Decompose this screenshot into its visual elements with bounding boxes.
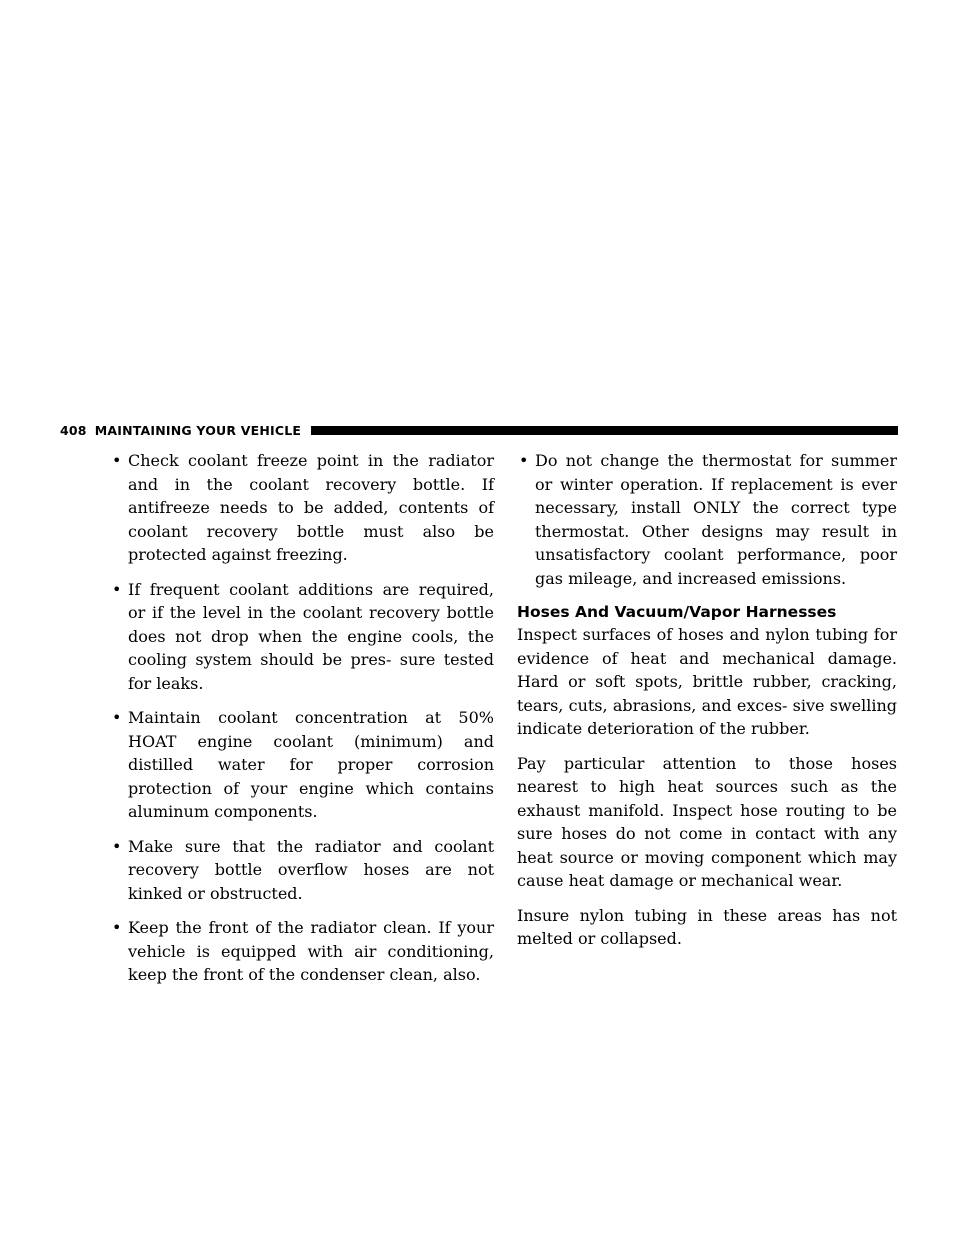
bullet-text: Keep the front of the radiator clean. If your vehicle is equipped with air conditioning, keep the front of the condenser clean, also. — [128, 918, 494, 984]
bullet-text: If frequent coolant additions are required, or if the level in the coolant recovery bottle does not drop when the engine cools, the cooling system should be pres- sure tested for leaks. — [128, 579, 494, 693]
section-title: MAINTAINING YOUR VEHICLE — [94, 422, 302, 438]
bullet-item — [110, 706, 494, 824]
bullet-text: Maintain coolant concentration at 50% HOAT engine coolant (minimum) and distilled water for proper corrosion protection of your engine which contains aluminum components. — [128, 708, 494, 821]
right-column — [517, 449, 897, 962]
bullet-text: Check coolant freeze point in the radiator and in the coolant recovery bottle. If antifreeze needs to be added, contents of coolant recovery bottle must also be protected against freezing. — [128, 451, 494, 564]
bullet-item — [517, 449, 897, 590]
bullet-item — [110, 835, 494, 906]
bullet-text: Make sure that the radiator and coolant recovery bottle overflow hoses are not kinked or obstructed. — [128, 836, 494, 903]
page-header — [60, 420, 898, 440]
section-heading: Hoses And Vacuum/Vapor Harnesses — [517, 603, 837, 621]
paragraph: Insure nylon tubing in these areas has not melted or collapsed. — [517, 905, 897, 948]
bullet-icon: • — [112, 708, 122, 727]
bullet-icon: • — [112, 451, 122, 470]
header-rule — [311, 426, 898, 435]
bullet-item — [110, 578, 494, 696]
bullet-icon: • — [519, 451, 529, 470]
bullet-text: Do not change the thermostat for summer or winter operation. If replacement is ever necessary, install ONLY the correct type thermostat. Other designs may result in unsatisfactory coolant performance, poor gas mileage, and increased emissions. — [535, 451, 897, 588]
paragraph: Pay particular attention to those hoses nearest to high heat sources such as the exhaust manifold. Inspect hose routing to be sure hoses do not come in contact with any heat source or moving component which may cause heat damage or mechanical wear. — [517, 753, 897, 890]
bullet-icon: • — [112, 918, 122, 937]
left-column — [110, 449, 494, 998]
bullet-item — [110, 449, 494, 567]
bullet-item — [110, 916, 494, 987]
bullet-icon: • — [112, 579, 122, 599]
bullet-icon: • — [112, 836, 122, 856]
page-number: 408 — [60, 422, 87, 438]
paragraph: Inspect surfaces of hoses and nylon tubing for evidence of heat and mechanical damage. Hard or soft spots, brittle rubber, cracking, tears, cuts, abrasions, and exces- sive swelling indicate deterioration of the rubber. — [517, 625, 897, 738]
